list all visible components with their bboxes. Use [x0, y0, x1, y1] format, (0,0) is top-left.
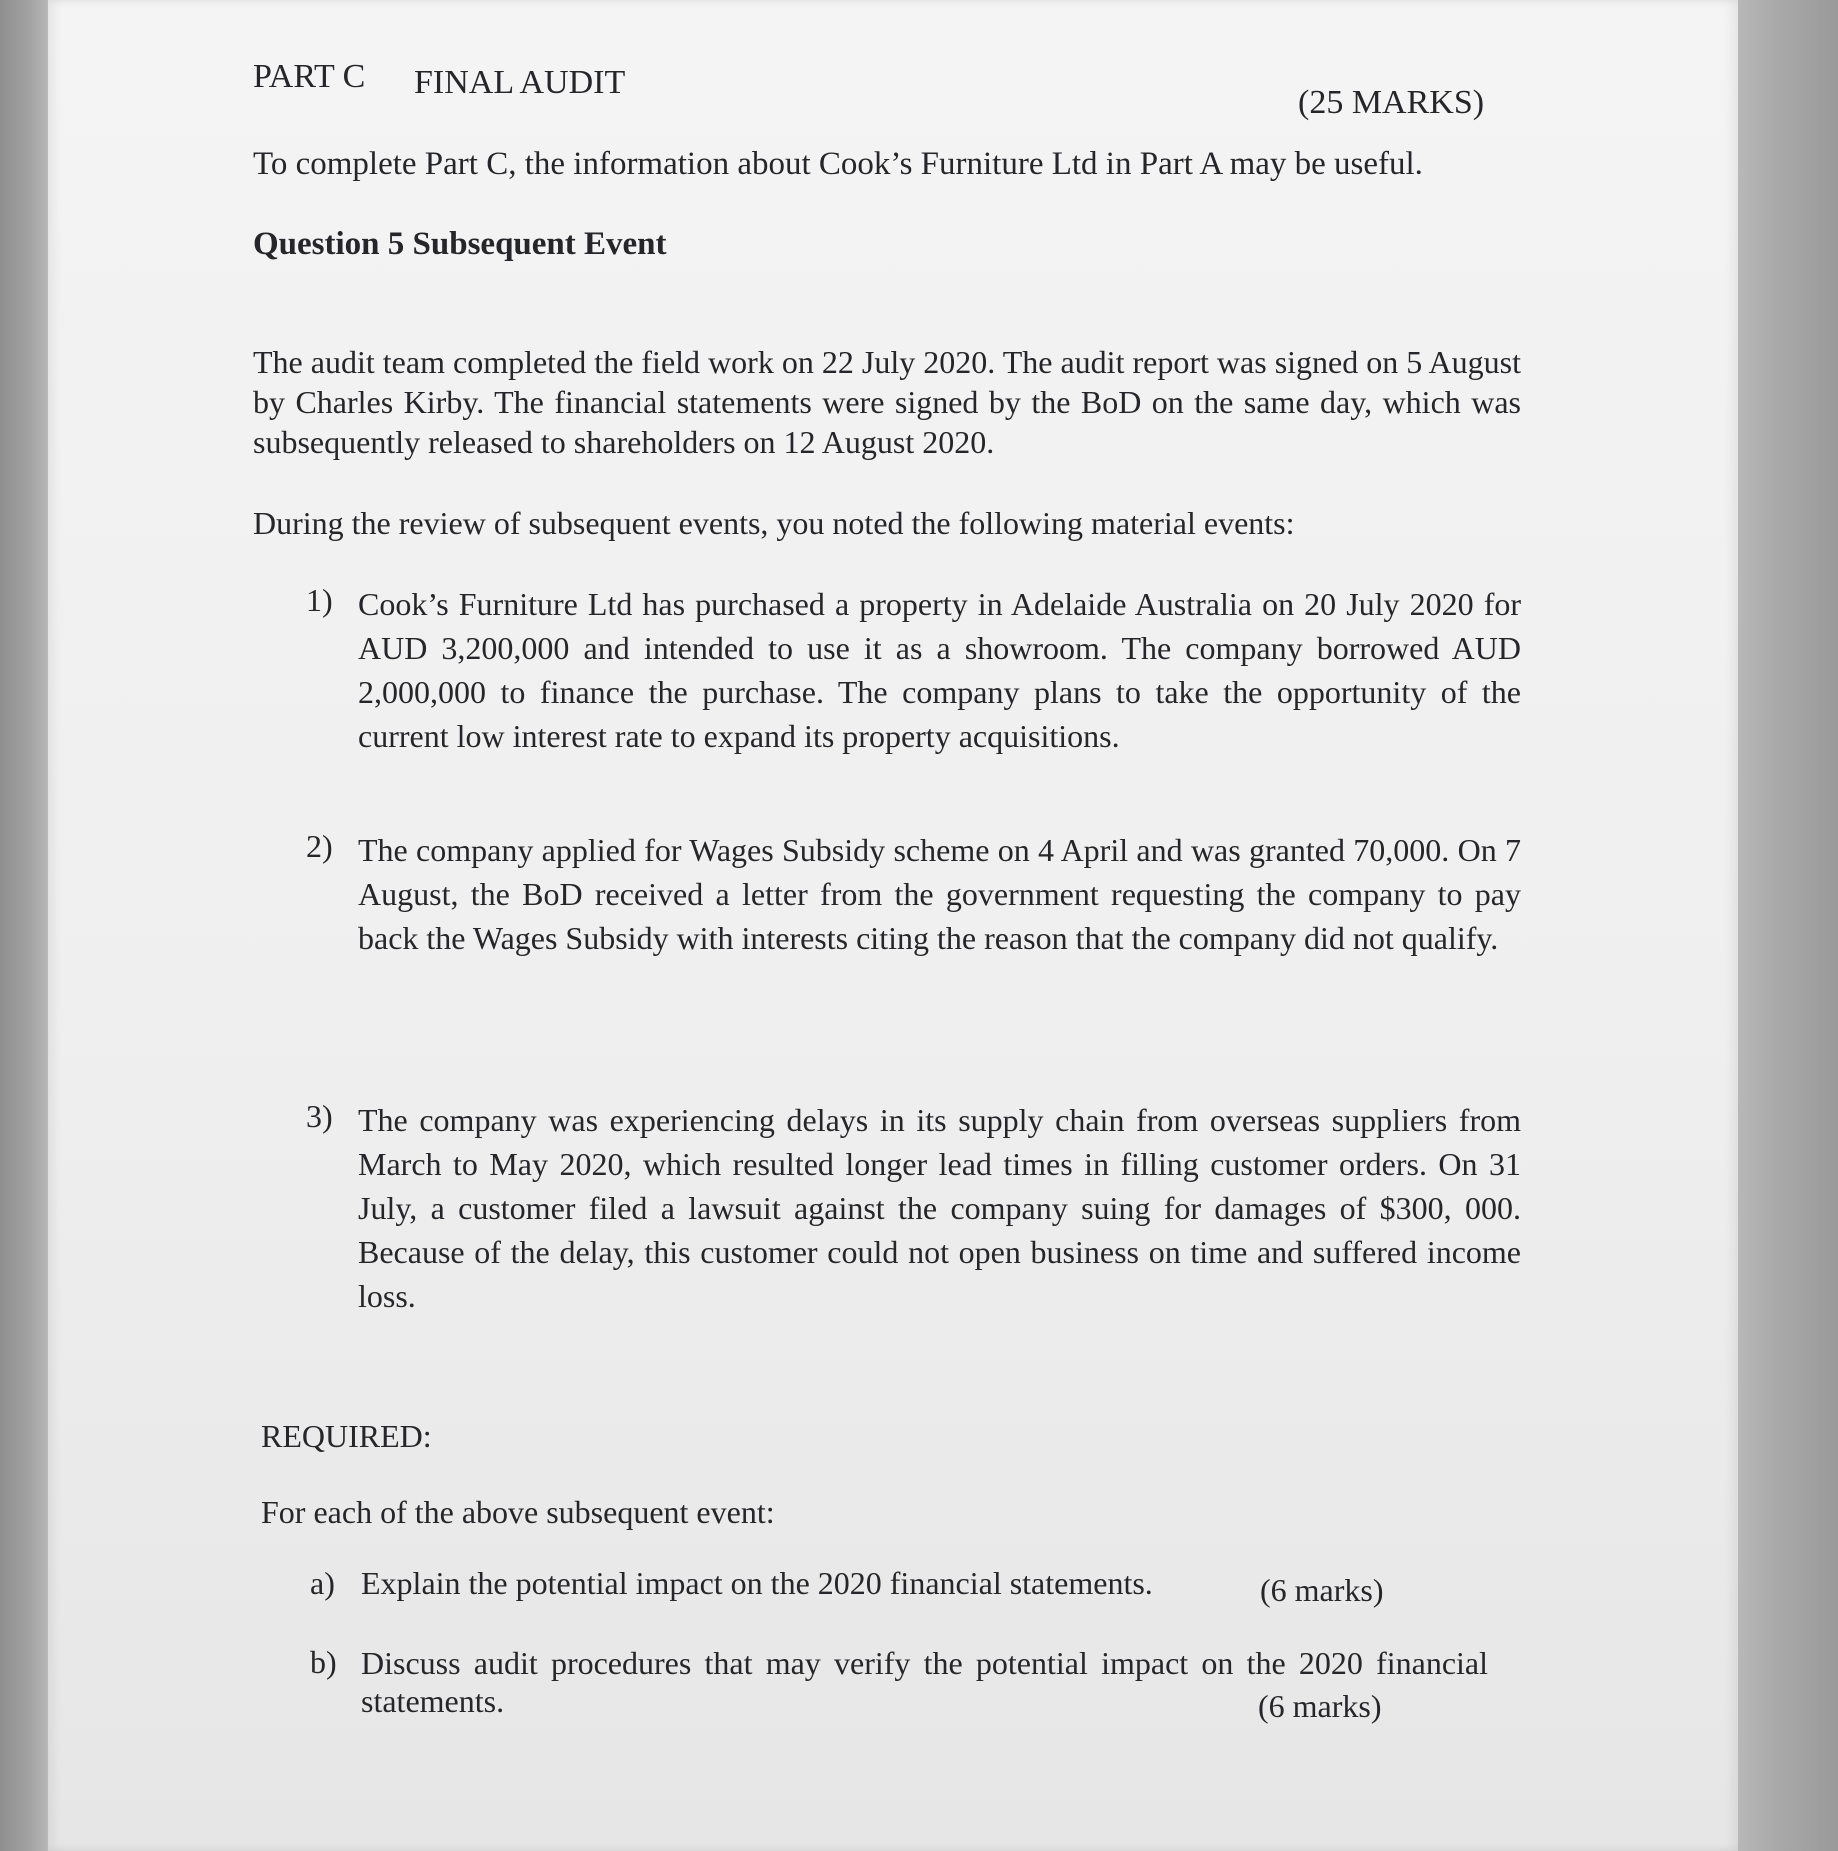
part-title: FINAL AUDIT	[414, 64, 626, 101]
event-1-marker: 1)	[306, 582, 333, 618]
intro-text: To complete Part C, the information about Cook’s Furniture Ltd in Part A may be useful.	[253, 146, 1423, 182]
page-content	[48, 0, 1738, 1851]
task-a-marks: (6 marks)	[1260, 1572, 1384, 1608]
event-2-marker: 2)	[306, 828, 333, 864]
event-3-marker: 3)	[306, 1098, 333, 1134]
event-2-text: The company applied for Wages Subsidy scheme on 4 April and was granted 70,000. On 7 August, the BoD received a letter from the government requesting the company to pay back the Wages Subsidy with interests citing the reason that the company did not qualify.	[358, 832, 1521, 956]
task-b-marks: (6 marks)	[1258, 1688, 1382, 1724]
total-marks: (25 MARKS)	[1298, 84, 1485, 121]
task-a-text: Explain the potential impact on the 2020 financial statements.	[361, 1565, 1153, 1601]
question-paragraph-2: During the review of subsequent events, you noted the following material events:	[253, 505, 1295, 541]
required-label: REQUIRED:	[261, 1418, 432, 1454]
event-3-text: The company was experiencing delays in its supply chain from overseas suppliers from March to May 2020, which resulted longer lead times in filling customer orders. On 31 July, a customer filed a lawsuit against the company suing for damages of $300, 000. Because of the delay, this customer could not open business on time and suffered income loss.	[358, 1102, 1521, 1314]
question-paragraph-1: The audit team completed the field work on 22 July 2020. The audit report was signed on 5 August by Charles Kirby. The financial statements were signed by the BoD on the same day, which was subsequently released to shareholders on 12 August 2020.	[253, 344, 1521, 460]
monitor-bezel-right	[1735, 0, 1838, 1851]
part-label: PART C	[253, 58, 366, 95]
required-instruction: For each of the above subsequent event:	[261, 1494, 775, 1530]
question-heading: Question 5 Subsequent Event	[253, 226, 667, 262]
task-b-marker: b)	[310, 1644, 337, 1680]
task-a-marker: a)	[310, 1565, 335, 1601]
event-1-text: Cook’s Furniture Ltd has purchased a property in Adelaide Australia on 20 July 2020 for AUD 3,200,000 and intended to use it as a showroom. The company borrowed AUD 2,000,000 to finance the purchase. The company plans to take the opportunity of the current low interest rate to expand its property acquisitions.	[358, 586, 1521, 754]
task-b-text: Discuss audit procedures that may verify the potential impact on the 2020 financial statements.	[361, 1645, 1488, 1719]
exam-page	[48, 0, 1738, 1851]
